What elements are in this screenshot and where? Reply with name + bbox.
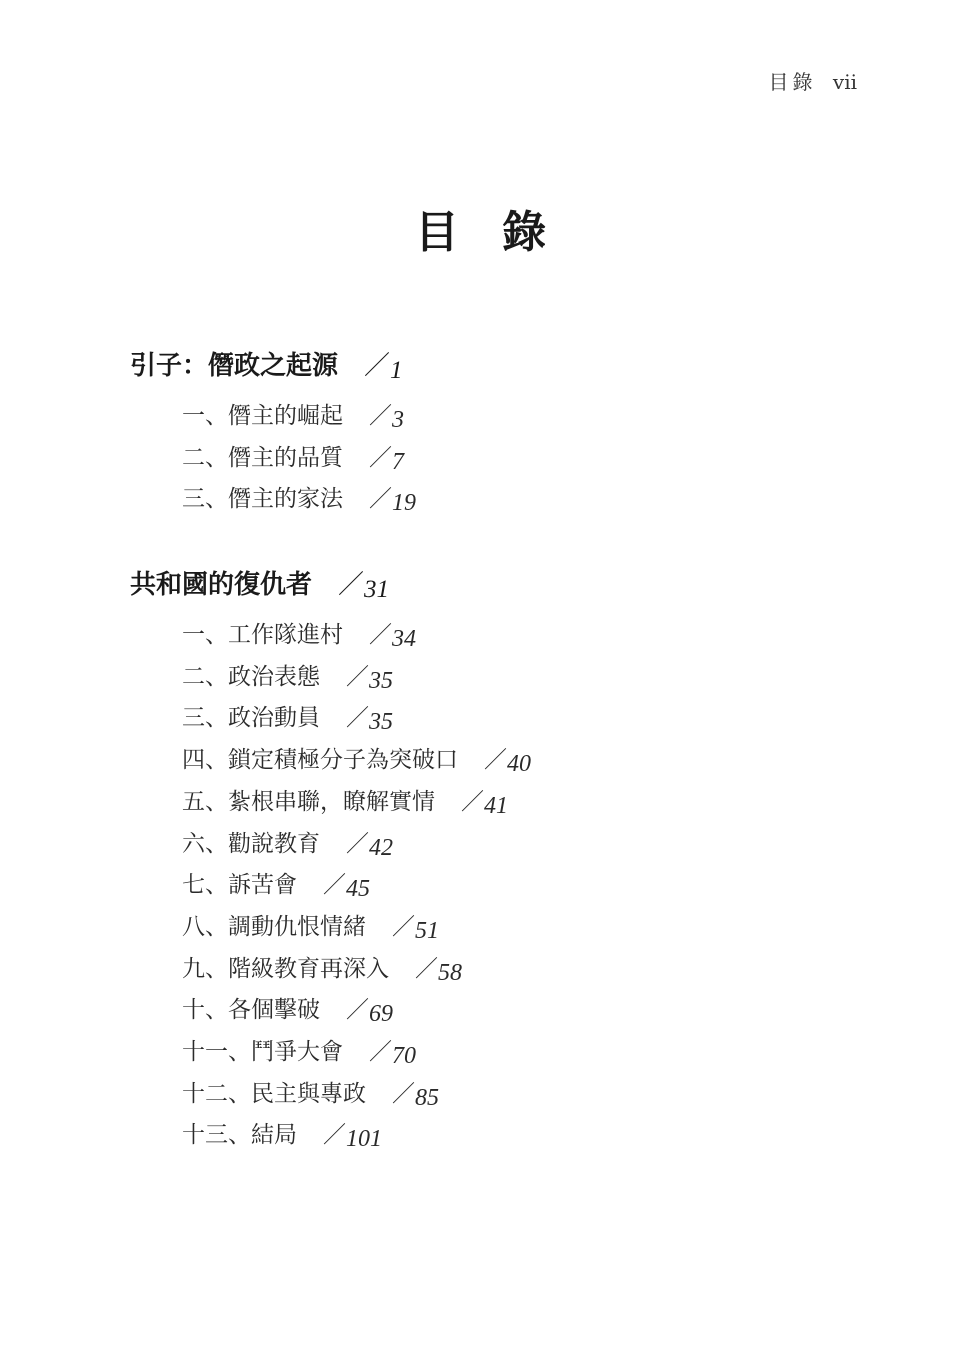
toc-entry-title: 十、各個擊破 [182,997,320,1024]
toc-page-number: 40 [507,751,531,778]
toc-entry[interactable] [130,782,890,824]
toc-entry-title: 十三、結局 [182,1122,297,1149]
toc-entry[interactable] [130,740,890,782]
toc-entry[interactable] [130,865,890,907]
toc-page-number: 35 [369,667,393,694]
toc-page-number: 51 [415,917,439,944]
toc-section-title: 引子：僭政之起源 [130,351,339,381]
toc-page-number: 41 [484,792,508,819]
toc-entry-title: 二、政治表態 [182,663,320,690]
toc-entry[interactable] [130,949,890,991]
toc-page-number: 31 [364,576,390,604]
toc-separator: ／ [346,997,369,1024]
running-head-label: 目錄 [768,70,817,94]
toc-entry-title: 五、紮根串聯，瞭解實情 [182,788,435,815]
toc-page-number: 58 [438,959,462,986]
toc-page-number: 35 [369,709,393,736]
toc-page-number: 69 [369,1001,393,1028]
toc-entry-title: 三、僭主的家法 [182,486,343,513]
toc-entry[interactable] [130,657,890,699]
toc-entry[interactable] [130,479,890,521]
toc-page-number: 19 [392,490,416,517]
toc-entry-title: 一、僭主的崛起 [182,403,343,429]
table-of-contents [130,348,890,1203]
toc-page-number: 85 [415,1084,439,1111]
toc-entry-title: 一、工作隊進村 [182,622,343,649]
running-head-page-number: vii [832,70,857,94]
toc-entry[interactable] [130,907,890,949]
toc-separator: ／ [346,830,369,857]
toc-page-number: 7 [392,448,404,475]
toc-separator: ／ [364,351,391,381]
toc-page-number: 1 [390,357,403,384]
toc-page-number: 3 [392,407,404,433]
toc-separator: ／ [392,913,415,940]
toc-entry-title: 九、階級教育再深入 [182,955,389,982]
toc-page-number: 42 [369,834,393,861]
toc-page-number: 70 [392,1042,416,1069]
toc-entry-title: 三、政治動員 [182,705,320,732]
toc-entry[interactable] [130,1032,890,1074]
toc-entry-title: 十二、民主與專政 [182,1080,366,1107]
toc-entry[interactable] [130,396,890,438]
toc-section-heading[interactable] [130,348,890,384]
toc-section [130,567,890,1157]
toc-entry-title: 七、訴苦會 [182,872,297,899]
toc-entry[interactable] [130,824,890,866]
running-head [769,66,857,95]
toc-separator: ／ [415,955,438,982]
toc-separator: ／ [369,403,392,429]
toc-entry-title: 八、調動仇恨情緒 [182,913,366,940]
toc-entry[interactable] [130,698,890,740]
toc-entry-title: 四、鎖定積極分子為突破口 [182,747,458,774]
toc-entry[interactable] [130,1115,890,1157]
toc-separator: ／ [323,872,346,899]
toc-separator: ／ [338,570,365,601]
toc-separator: ／ [461,788,484,815]
toc-section-title: 共和國的復仇者 [130,570,313,601]
toc-separator: ／ [369,486,392,513]
toc-page-number: 45 [346,876,370,903]
toc-separator: ／ [369,444,392,471]
toc-section-heading[interactable] [130,567,890,603]
toc-entry[interactable] [130,438,890,480]
toc-page-number: 101 [346,1126,382,1153]
toc-separator: ／ [323,1122,346,1149]
toc-entry-title: 六、勸說教育 [182,830,320,857]
toc-entry-title: 十一、鬥爭大會 [182,1038,343,1065]
toc-separator: ／ [346,705,369,732]
toc-separator: ／ [369,622,392,649]
toc-separator: ／ [369,1038,392,1065]
toc-entry-title: 二、僭主的品質 [182,444,343,471]
toc-entry[interactable] [130,990,890,1032]
toc-separator: ／ [346,663,369,690]
toc-page-number: 34 [392,626,416,653]
toc-separator: ／ [484,747,507,774]
toc-entry[interactable] [130,615,890,657]
toc-separator: ／ [392,1080,415,1107]
toc-entry[interactable] [130,1074,890,1116]
page-title: 目 錄 [414,207,561,258]
toc-section [130,348,890,521]
